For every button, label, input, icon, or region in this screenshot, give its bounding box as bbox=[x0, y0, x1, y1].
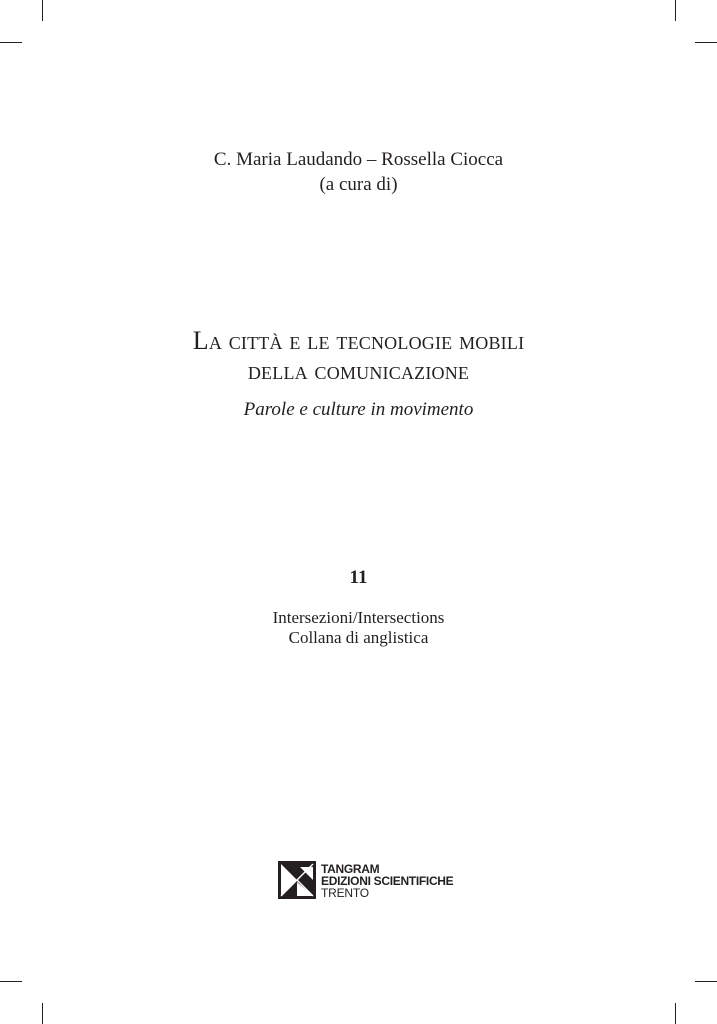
publisher-logo bbox=[278, 861, 468, 901]
tangram-logo-icon bbox=[278, 861, 316, 899]
book-title-line-1: La città e le tecnologie mobili bbox=[192, 326, 525, 355]
publisher-line-2: EDIZIONI SCIENTIFICHE bbox=[321, 874, 454, 888]
crop-mark-bottom-left-horizontal bbox=[0, 981, 22, 982]
crop-mark-bottom-left-vertical bbox=[42, 1003, 43, 1024]
book-subtitle: Parole e culture in movimento bbox=[243, 399, 474, 420]
crop-mark-bottom-right-horizontal bbox=[695, 981, 717, 982]
editor-role: (a cura di) bbox=[319, 174, 398, 195]
crop-mark-top-left-vertical bbox=[42, 0, 43, 21]
volume-number: 11 bbox=[349, 567, 368, 588]
book-title-line-2: della comunicazione bbox=[247, 356, 470, 385]
series-name: Intersezioni/Intersections bbox=[272, 608, 445, 627]
publisher-name bbox=[321, 863, 453, 899]
crop-mark-bottom-right-vertical bbox=[675, 1003, 676, 1024]
crop-mark-top-right-vertical bbox=[675, 0, 676, 21]
publisher-line-1: TANGRAM bbox=[321, 862, 380, 876]
editors-names: C. Maria Laudando – Rossella Ciocca bbox=[213, 149, 504, 170]
crop-mark-top-left-horizontal bbox=[0, 42, 22, 43]
publisher-line-3: TRENTO bbox=[321, 886, 369, 900]
crop-mark-top-right-horizontal bbox=[695, 42, 717, 43]
series-description: Collana di anglistica bbox=[288, 628, 429, 647]
